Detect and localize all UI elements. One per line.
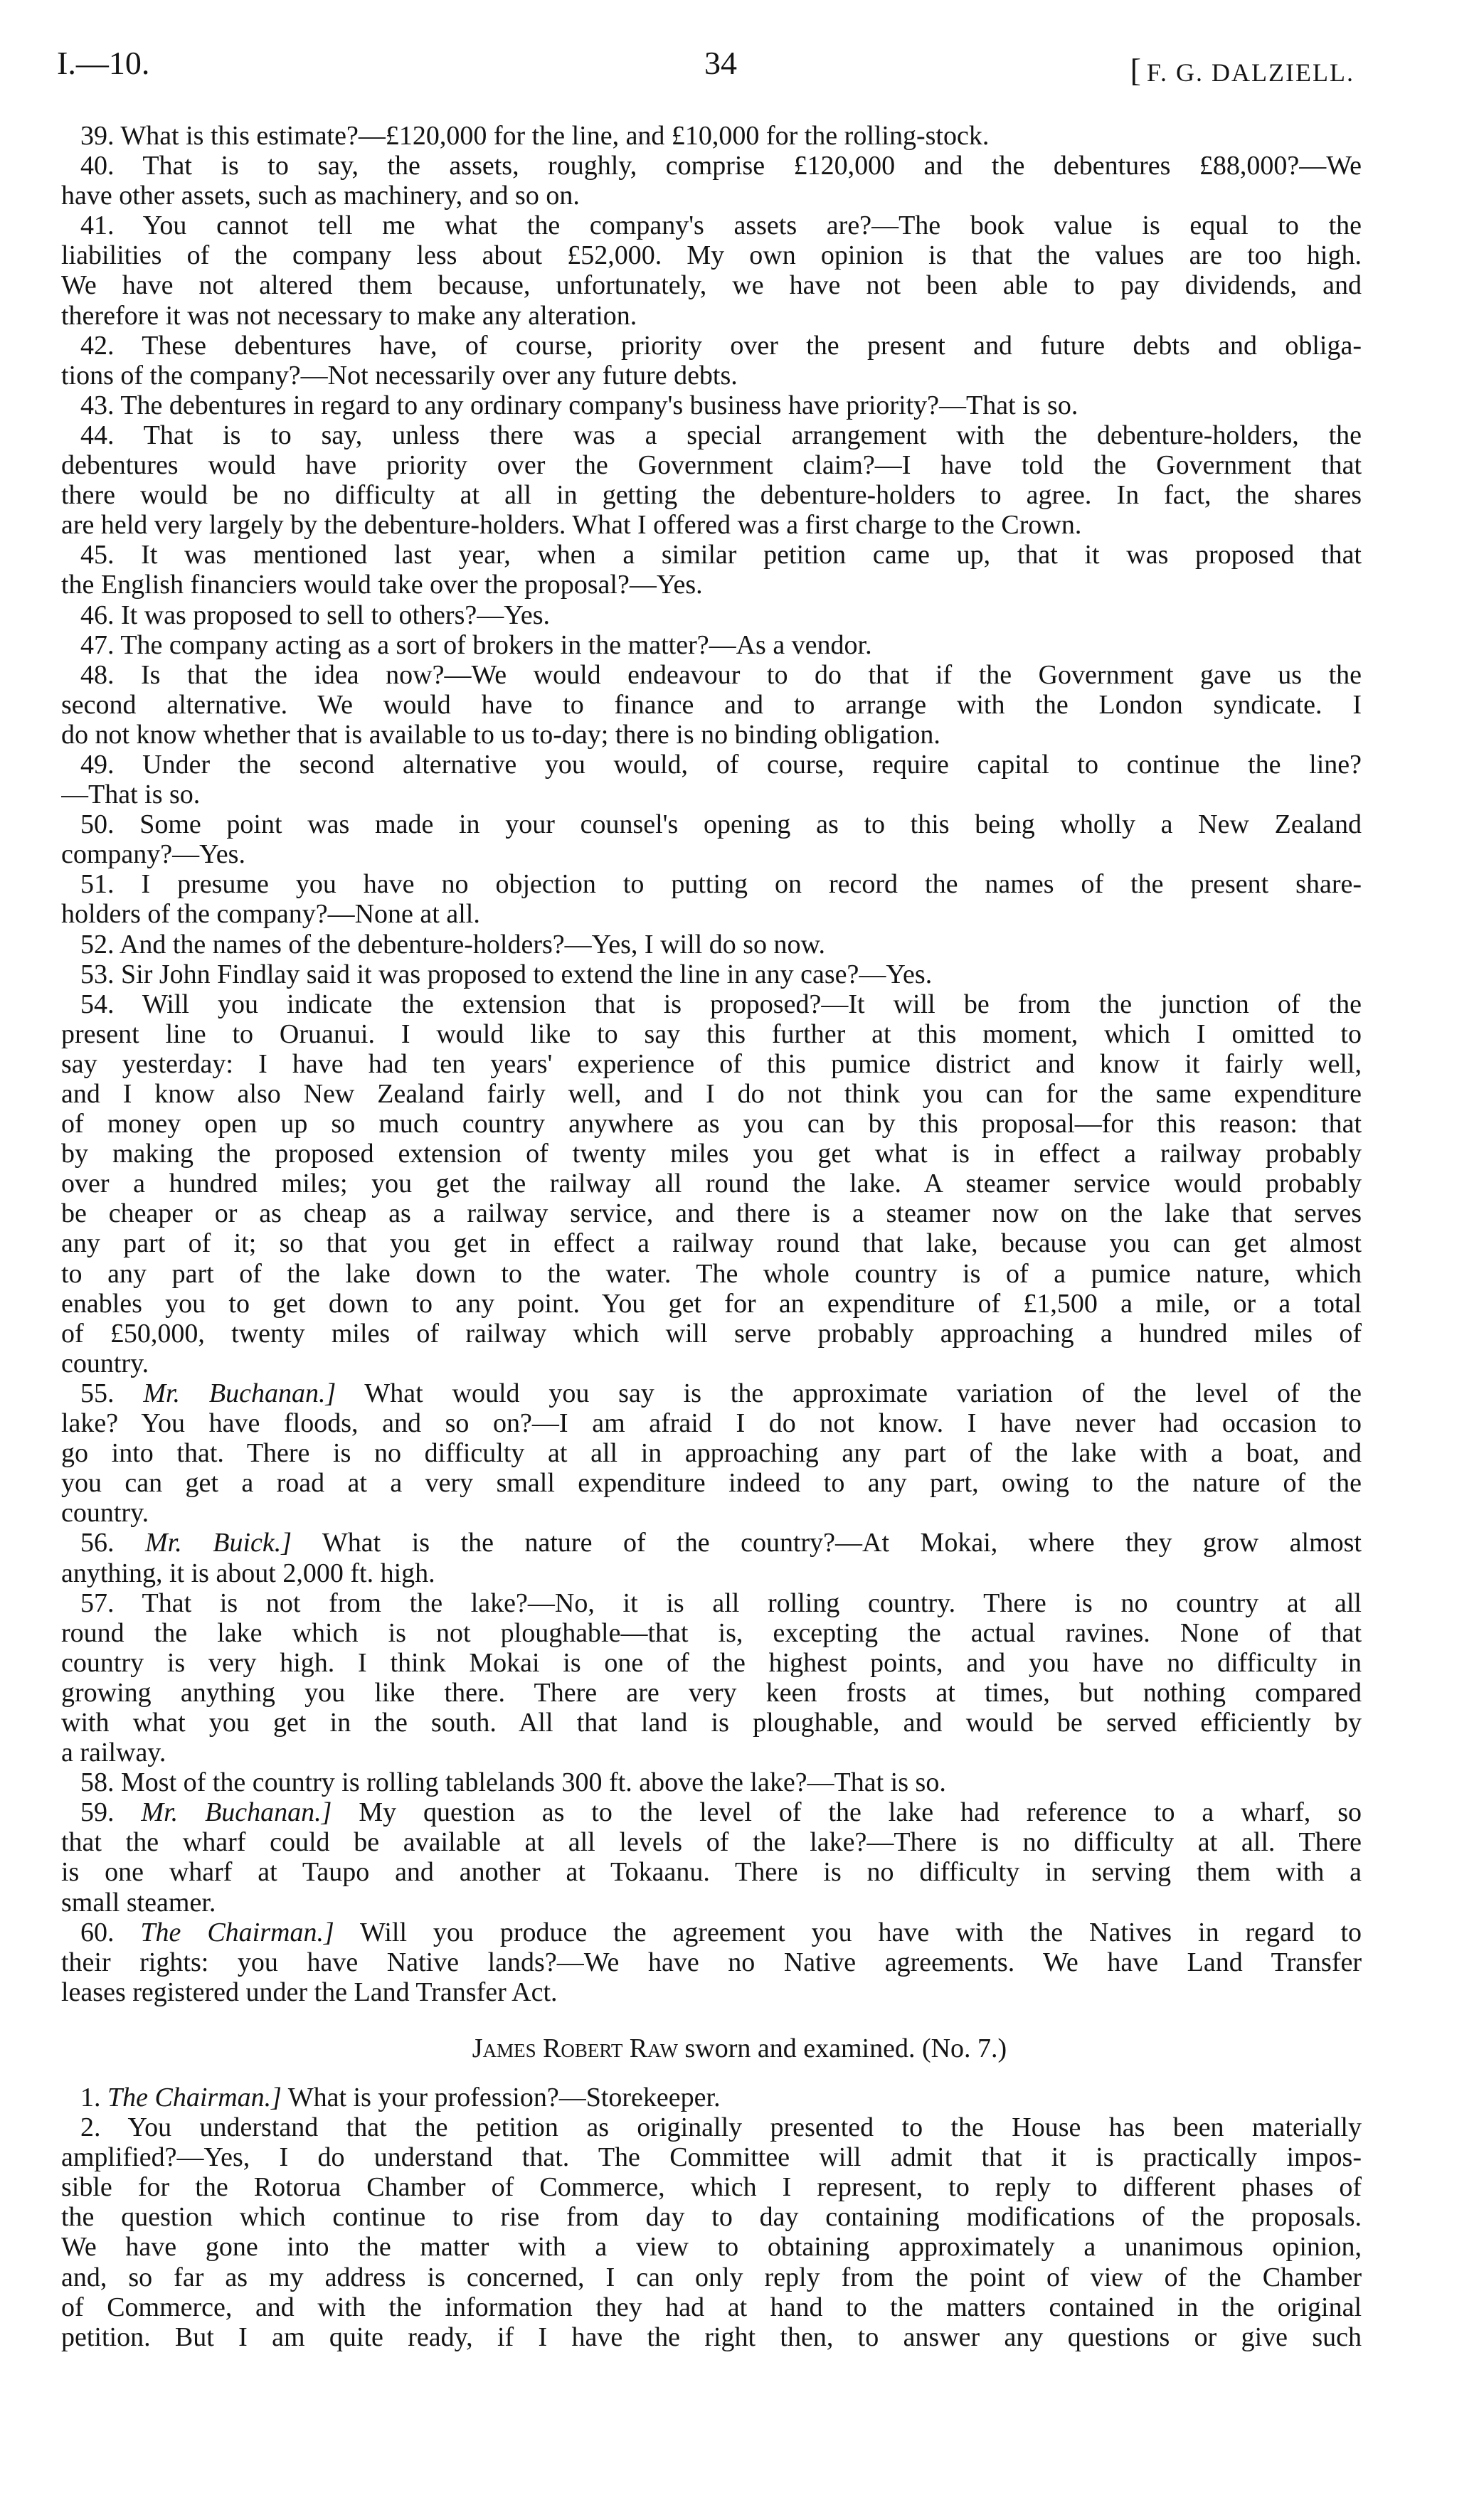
speaker-name: Mr. Buick.]	[145, 1528, 292, 1558]
text-line	[61, 1918, 1362, 1947]
speaker-name: Mr. Buchanan.]	[141, 1797, 332, 1828]
text-line	[61, 1289, 1362, 1319]
text-line	[61, 1558, 1362, 1588]
question-paragraph	[61, 630, 1362, 660]
line-text: have other assets, such as machinery, and so on.	[61, 181, 580, 211]
line-text: You understand that the petition as originally presented to the House has been materially	[127, 2112, 1362, 2143]
page-number: 34	[704, 45, 737, 81]
line-text: petition. But I am quite ready, if I have the right then, to answer any questions or give such	[61, 2322, 1362, 2352]
text-line	[61, 1079, 1362, 1109]
speaker-name: Mr. Buchanan.]	[143, 1378, 336, 1408]
text-line	[61, 2202, 1362, 2232]
text-line	[61, 1139, 1362, 1169]
line-text: with what you get in the south. All that land is ploughable, and would be served efficiently by	[61, 1707, 1362, 1738]
question-paragraph	[61, 600, 1362, 630]
line-text: My question as to the level of the lake had reference to a wharf, so	[359, 1797, 1362, 1828]
text-line	[61, 1528, 1362, 1558]
text-line	[61, 2322, 1362, 2352]
text-line	[61, 930, 1362, 959]
question-paragraph	[61, 660, 1362, 750]
line-text: enables you to get down to any point. You get for an expenditure of £1,500 a mile, or a total	[61, 1288, 1362, 1319]
line-text: Will you indicate the extension that is proposed?—It will be from the junction of the	[142, 989, 1362, 1019]
question-paragraph	[61, 420, 1362, 540]
text-line	[61, 1827, 1362, 1857]
text-line	[61, 1468, 1362, 1498]
question-paragraph	[61, 540, 1362, 600]
line-text: What is your profession?—Storekeeper.	[287, 2083, 721, 2112]
text-line	[61, 1977, 1362, 2007]
line-text: These debentures have, of course, priority over the present and future debts and obliga-	[142, 330, 1362, 361]
line-text: are held very largely by the debenture-holders. What I offered was a first charge to the Crown.	[61, 510, 1082, 541]
evidence-section-raw	[61, 2083, 1362, 2352]
line-text: You cannot tell me what the company's assets are?—The book value is equal to the	[142, 211, 1362, 241]
witness-heading-rest: sworn and examined. (No. 7.)	[684, 2033, 1007, 2063]
text-line	[61, 1049, 1362, 1079]
question-number: 1.	[80, 2083, 101, 2112]
line-text: leases registered under the Land Transfer Act.	[61, 1977, 558, 2007]
line-text: I presume you have no objection to putting on record the names of the present share-	[141, 869, 1362, 900]
question-number: 59.	[80, 1797, 115, 1828]
text-line	[61, 2232, 1362, 2262]
line-text: go into that. There is no difficulty at all in approaching any part of the lake with a boat, and	[61, 1438, 1362, 1469]
text-line	[61, 1378, 1362, 1408]
question-number: 41.	[80, 211, 115, 241]
line-text: of Commerce, and with the information they had at hand to the matters contained in the original	[61, 2292, 1362, 2322]
line-text: say yesterday: I have had ten years' experience of this pumice district and know it fairly well,	[61, 1048, 1362, 1079]
line-text: And the names of the debenture-holders?—Yes, I will do so now.	[119, 929, 825, 959]
line-text: It was mentioned last year, when a similar petition came up, that it was proposed that	[141, 540, 1362, 570]
text-line	[61, 959, 1362, 989]
line-text: is one wharf at Taupo and another at Tokaanu. There is no difficulty in serving them with a	[61, 1857, 1362, 1888]
text-line	[61, 240, 1362, 270]
text-line	[61, 869, 1362, 899]
text-line	[61, 1198, 1362, 1228]
question-paragraph	[61, 750, 1362, 809]
text-line	[61, 1438, 1362, 1468]
text-line	[61, 720, 1362, 750]
text-line	[61, 1708, 1362, 1738]
line-text: you can get a road at a very small expenditure indeed to any part, owing to the nature of the	[61, 1468, 1362, 1499]
question-number: 47.	[80, 629, 115, 660]
text-line	[61, 1797, 1362, 1827]
line-text: Under the second alternative you would, of course, require capital to continue the line?	[142, 749, 1362, 780]
text-line	[61, 2142, 1362, 2172]
question-number: 49.	[80, 749, 115, 780]
question-paragraph	[61, 1767, 1362, 1797]
question-paragraph	[61, 1797, 1362, 1917]
text-line	[61, 600, 1362, 630]
question-number: 56.	[80, 1528, 115, 1558]
question-number: 43.	[80, 390, 115, 420]
text-line	[61, 1408, 1362, 1438]
question-number: 2.	[80, 2112, 101, 2143]
question-number: 39.	[80, 121, 115, 151]
text-line	[61, 1319, 1362, 1349]
text-line	[61, 361, 1362, 390]
question-paragraph	[61, 331, 1362, 390]
question-number: 50.	[80, 809, 115, 840]
question-number: 58.	[80, 1767, 115, 1798]
witness-name-header: [ F. G. DALZIELL.	[1130, 51, 1355, 89]
text-line	[61, 270, 1362, 300]
question-paragraph	[61, 959, 1362, 989]
text-line	[61, 1767, 1362, 1797]
question-paragraph	[61, 1378, 1362, 1528]
line-text: liabilities of the company less about £52,000. My own opinion is that the values are too high.	[61, 240, 1362, 271]
question-number: 57.	[80, 1588, 115, 1618]
line-text: of money open up so much country anywhere as you can by this proposal—for this reason: that	[61, 1109, 1362, 1139]
text-line	[61, 480, 1362, 510]
line-text: growing anything you like there. There are very keen frosts at times, but nothing compared	[61, 1677, 1362, 1708]
question-paragraph	[61, 869, 1362, 929]
text-line	[61, 1588, 1362, 1618]
line-text: That is not from the lake?—No, it is all rolling country. There is no country at all	[142, 1588, 1362, 1618]
text-line	[61, 809, 1362, 839]
line-text: a railway.	[61, 1738, 166, 1768]
line-text: amplified?—Yes, I do understand that. The Committee will admit that it is practically impos-	[61, 2142, 1362, 2173]
line-text: present line to Oruanui. I would like to say this further at this moment, which I omitted to	[61, 1019, 1362, 1049]
line-text: second alternative. We would have to finance and to arrange with the London syndicate. I	[61, 689, 1362, 720]
text-line	[61, 1349, 1362, 1378]
line-text: What is the nature of the country?—At Mokai, where they grow almost	[322, 1528, 1362, 1558]
text-line	[61, 690, 1362, 720]
text-line	[61, 2112, 1362, 2142]
line-text: It was proposed to sell to others?—Yes.	[121, 600, 551, 630]
text-line	[61, 1019, 1362, 1049]
text-line	[61, 181, 1362, 211]
line-text: That is to say, the assets, roughly, comprise £120,000 and the debentures £88,000?—We	[142, 151, 1362, 181]
line-text: country.	[61, 1498, 149, 1529]
question-paragraph	[61, 809, 1362, 869]
line-text: the English financiers would take over the proposal?—Yes.	[61, 570, 703, 600]
text-line	[61, 1498, 1362, 1528]
text-line	[61, 510, 1362, 540]
question-number: 60.	[80, 1917, 115, 1947]
line-text: Most of the country is rolling tablelands 300 ft. above the lake?—That is so.	[121, 1767, 946, 1798]
speaker-name: The Chairman.]	[140, 1917, 334, 1947]
text-line	[61, 331, 1362, 361]
text-line	[61, 1109, 1362, 1139]
line-text: We have not altered them because, unfortunately, we have not been able to pay dividends, and	[61, 270, 1362, 301]
text-line	[61, 1169, 1362, 1198]
line-text: the question which continue to rise from day to day containing modifications of the proposals.	[61, 2202, 1362, 2233]
question-paragraph	[61, 1588, 1362, 1768]
text-line	[61, 899, 1362, 929]
text-line	[61, 630, 1362, 660]
line-text: sible for the Rotorua Chamber of Commerce, which I represent, to reply to different phases of	[61, 2172, 1362, 2203]
text-line	[61, 2292, 1362, 2322]
text-line	[61, 750, 1362, 780]
question-paragraph	[61, 390, 1362, 420]
question-number: 40.	[80, 151, 115, 181]
text-line	[61, 1618, 1362, 1648]
question-number: 54.	[80, 989, 115, 1019]
line-text: over a hundred miles; you get the railway all round the lake. A steamer service would probably	[61, 1169, 1362, 1199]
text-line	[61, 1947, 1362, 1977]
witness-heading	[0, 2033, 1479, 2064]
line-text: What is this estimate?—£120,000 for the line, and £10,000 for the rolling-stock.	[120, 121, 990, 151]
line-text: small steamer.	[61, 1887, 216, 1918]
text-line	[61, 780, 1362, 809]
text-line	[61, 1228, 1362, 1258]
question-paragraph	[61, 930, 1362, 959]
question-number: 51.	[80, 869, 115, 900]
line-text: to any part of the lake down to the water. The whole country is of a pumice nature, which	[61, 1258, 1362, 1289]
line-text: of £50,000, twenty miles of railway which will serve probably approaching a hundred miles of	[61, 1318, 1362, 1349]
line-text: anything, it is about 2,000 ft. high.	[61, 1558, 435, 1588]
question-number: 46.	[80, 600, 115, 630]
line-text: therefore it was not necessary to make any alteration.	[61, 300, 637, 331]
line-text: Sir John Findlay said it was proposed to extend the line in any case?—Yes.	[121, 959, 933, 989]
line-text: Is that the idea now?—We would endeavour to do that if the Government gave us the	[141, 659, 1362, 690]
text-line	[61, 420, 1362, 450]
line-text: —That is so.	[61, 780, 201, 810]
text-line	[61, 390, 1362, 420]
line-text: lake? You have floods, and so on?—I am afraid I do not know. I have never had occasion to	[61, 1408, 1362, 1439]
line-text: What would you say is the approximate variation of the level of the	[364, 1378, 1362, 1408]
line-text: be cheaper or as cheap as a railway service, and there is a steamer now on the lake that serves	[61, 1198, 1362, 1229]
text-line	[61, 1648, 1362, 1678]
line-text: by making the proposed extension of twenty miles you get what is in effect a railway probably	[61, 1139, 1362, 1169]
line-text: Some point was made in your counsel's opening as to this being wholly a New Zealand	[139, 809, 1362, 840]
line-text: The company acting as a sort of brokers in the matter?—As a vendor.	[120, 629, 872, 660]
question-paragraph	[61, 1528, 1362, 1588]
text-line	[61, 2172, 1362, 2202]
line-text: country.	[61, 1348, 149, 1378]
line-text: tions of the company?—Not necessarily over any future debts.	[61, 360, 738, 390]
question-number: 55.	[80, 1378, 115, 1408]
line-text: there would be no difficulty at all in getting the debenture-holders to agree. In fact, the shares	[61, 480, 1362, 511]
text-line	[61, 540, 1362, 570]
question-paragraph	[61, 2112, 1362, 2352]
text-line	[61, 839, 1362, 869]
question-number: 42.	[80, 330, 115, 361]
question-paragraph	[61, 211, 1362, 330]
line-text: debentures would have priority over the Government claim?—I have told the Government that	[61, 450, 1362, 481]
speaker-name: The Chairman.]	[107, 2083, 282, 2112]
question-number: 45.	[80, 540, 115, 570]
text-line	[61, 211, 1362, 240]
text-line	[61, 2263, 1362, 2292]
line-text: holders of the company?—None at all.	[61, 899, 480, 930]
line-text: any part of it; so that you get in effect a railway round that lake, because you can get almost	[61, 1228, 1362, 1259]
line-text: that the wharf could be available at all levels of the lake?—There is no difficulty at all. There	[61, 1827, 1362, 1858]
line-text: their rights: you have Native lands?—We have no Native agreements. We have Land Transfer	[61, 1947, 1362, 1977]
question-paragraph	[61, 151, 1362, 211]
text-line	[61, 301, 1362, 331]
text-line	[61, 1678, 1362, 1708]
line-text: and, so far as my address is concerned, I can only reply from the point of view of the Chamber	[61, 2262, 1362, 2292]
question-paragraph	[61, 2083, 1362, 2112]
line-text: round the lake which is not ploughable—that is, excepting the actual ravines. None of that	[61, 1617, 1362, 1648]
evidence-section-dalziell	[61, 121, 1362, 2007]
line-text: The debentures in regard to any ordinary company's business have priority?—That is so.	[120, 390, 1078, 420]
line-text: We have gone into the matter with a view to obtaining approximately a unanimous opinion,	[61, 2232, 1362, 2263]
text-line	[61, 570, 1362, 600]
line-text: do not know whether that is available to us to-day; there is no binding obligation.	[61, 719, 940, 750]
text-line	[61, 660, 1362, 690]
text-line	[61, 450, 1362, 480]
question-number: 48.	[80, 659, 115, 690]
question-number: 53.	[80, 959, 115, 989]
text-line	[61, 121, 1362, 151]
line-text: Will you produce the agreement you have with the Natives in regard to	[360, 1917, 1362, 1947]
text-line	[61, 1888, 1362, 1918]
witness-name: James Robert Raw	[472, 2033, 678, 2063]
question-number: 44.	[80, 420, 115, 450]
text-line	[61, 151, 1362, 181]
line-text: That is to say, unless there was a special arrangement with the debenture-holders, the	[143, 420, 1362, 450]
question-paragraph	[61, 1918, 1362, 2007]
line-text: company?—Yes.	[61, 839, 245, 870]
question-paragraph	[61, 989, 1362, 1378]
text-line	[61, 1857, 1362, 1887]
question-number: 52.	[80, 929, 115, 959]
text-line	[61, 1259, 1362, 1289]
text-line	[61, 1738, 1362, 1767]
text-line	[61, 989, 1362, 1019]
question-paragraph	[61, 121, 1362, 151]
text-line	[61, 2083, 1362, 2112]
line-text: country is very high. I think Mokai is one of the highest points, and you have no difficulty in	[61, 1647, 1362, 1678]
document-reference: I.—10.	[57, 45, 150, 81]
line-text: and I know also New Zealand fairly well, and I do not think you can for the same expenditure	[61, 1079, 1362, 1109]
